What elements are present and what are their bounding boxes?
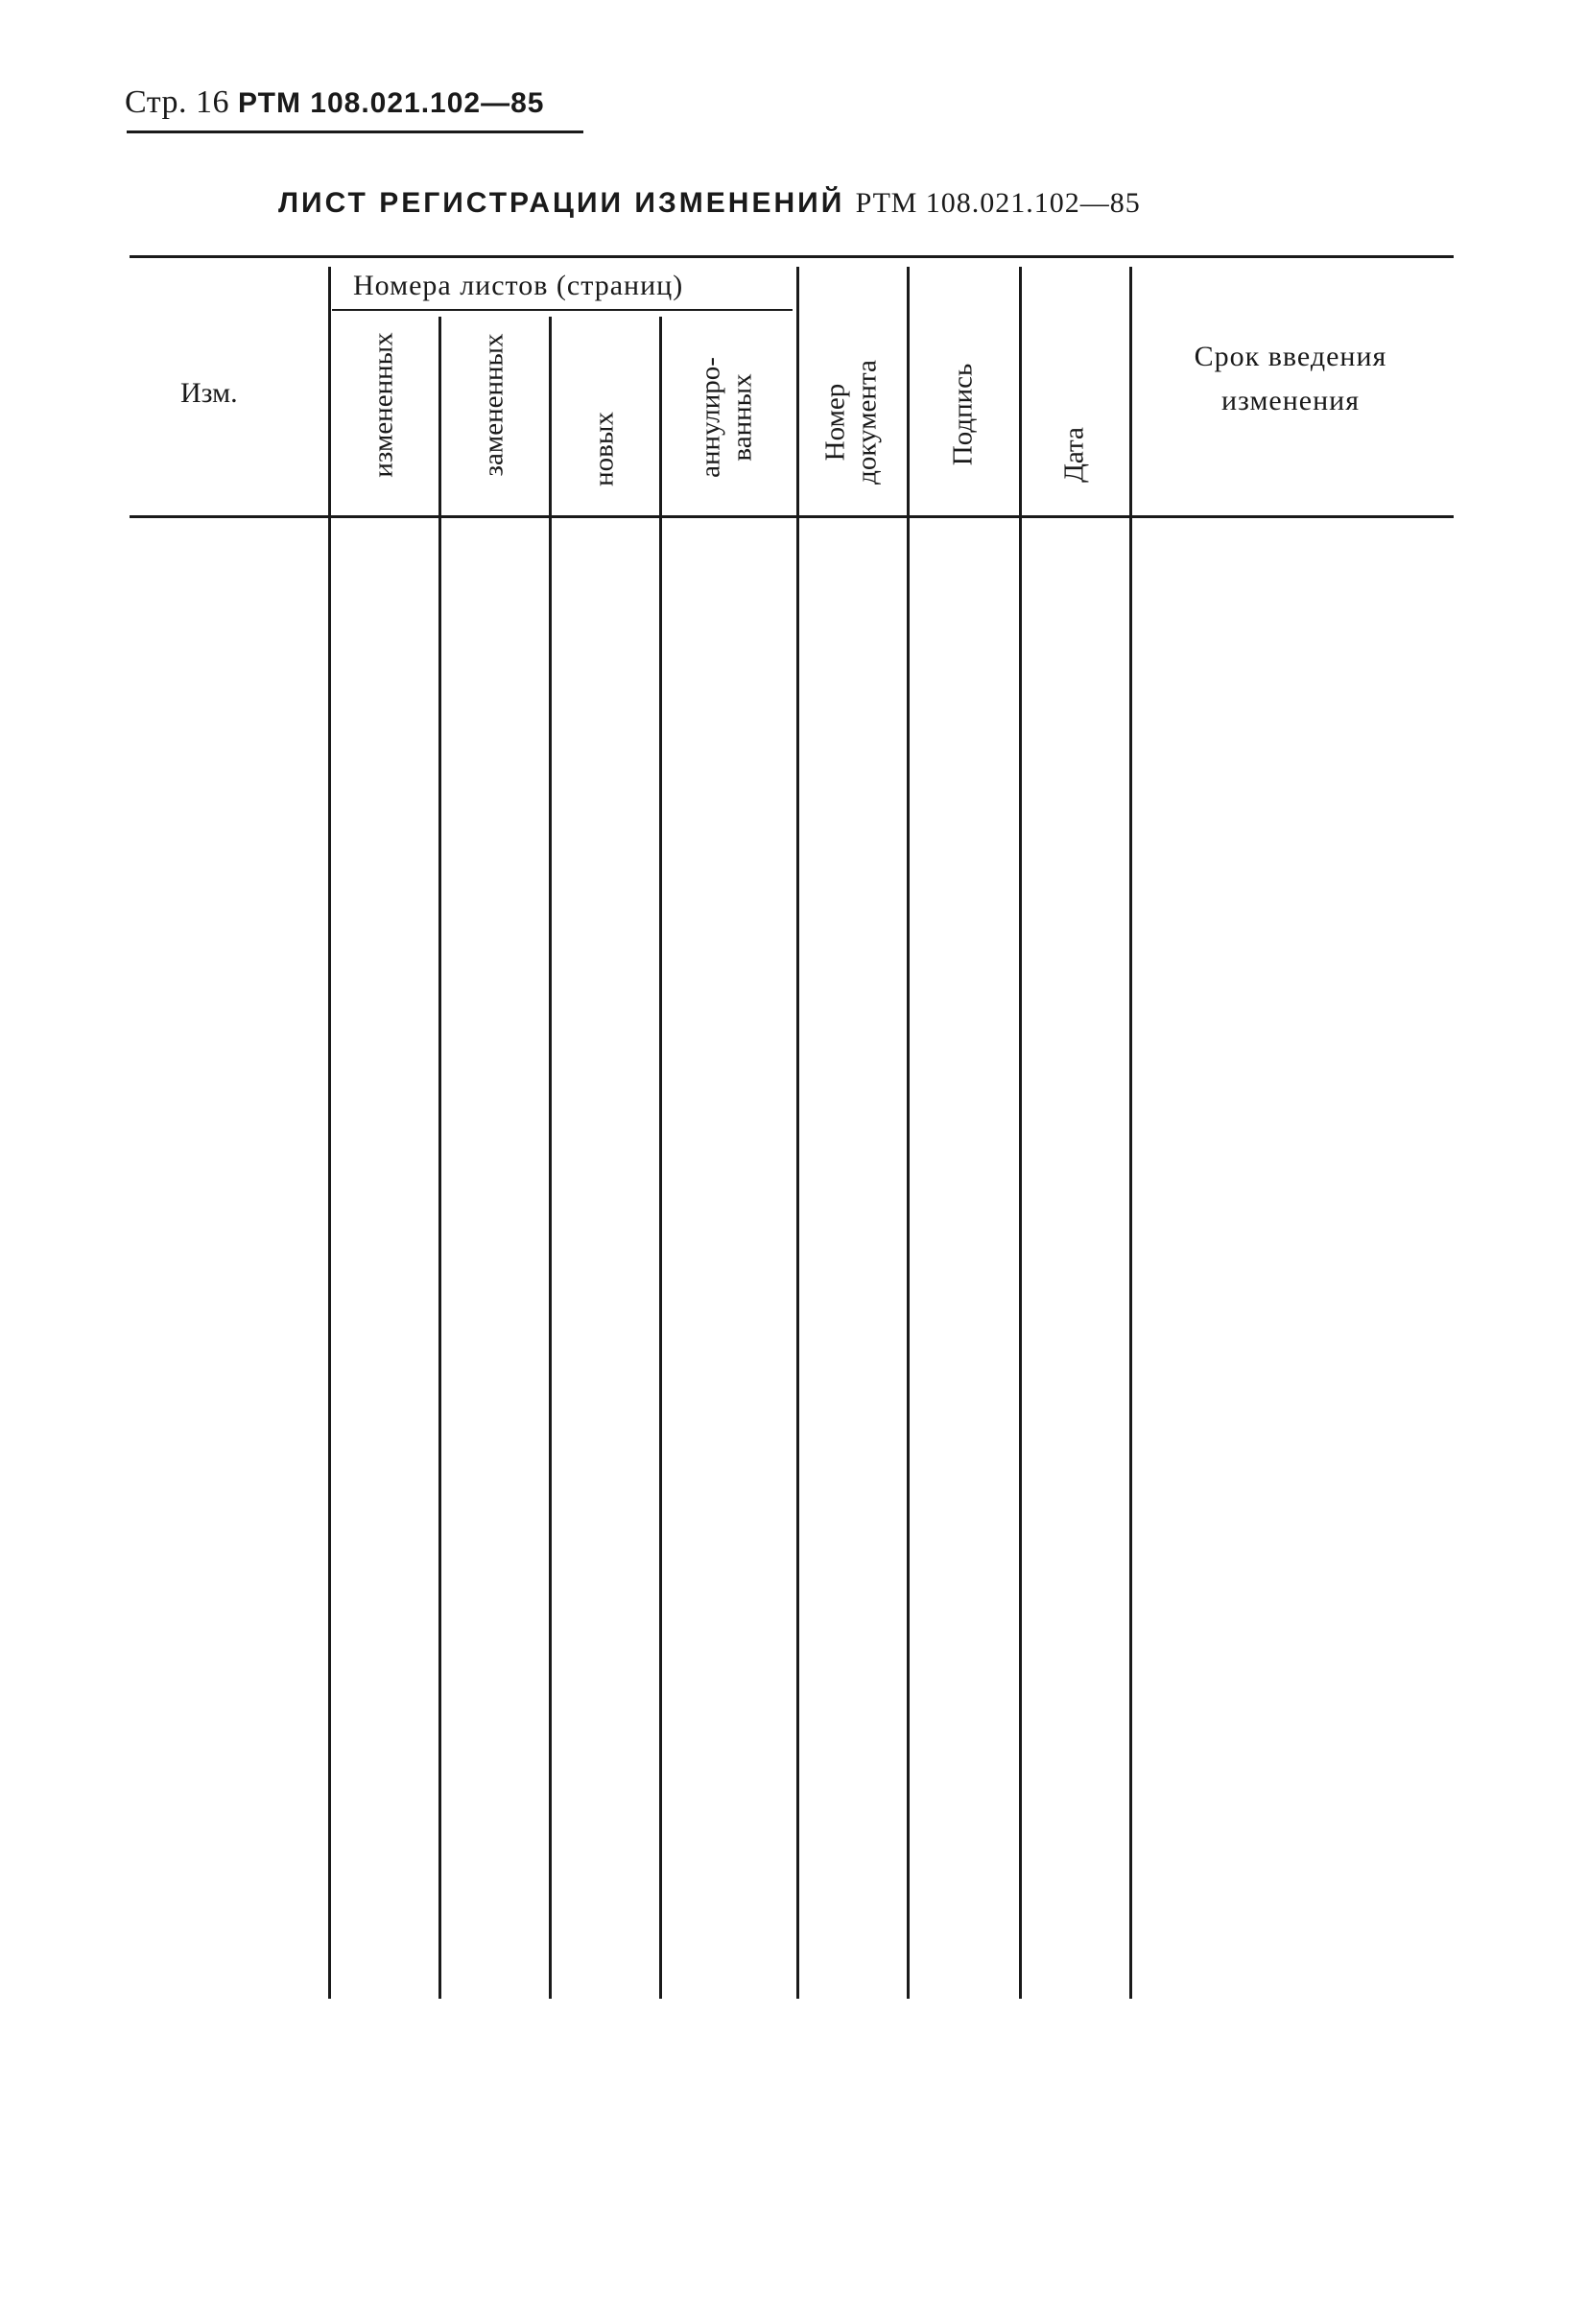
column-divider: [796, 267, 799, 1999]
col-header-zamenennyh-text: замененных: [478, 333, 509, 477]
col-header-annulirovannyh-wrap: [696, 357, 760, 478]
sheet-title-text: ЛИСТ РЕГИСТРАЦИИ ИЗМЕНЕНИЙ: [278, 187, 845, 219]
col-header-srok-line2: изменения: [1220, 385, 1361, 416]
col-header-srok-vvedeniya: [1142, 340, 1439, 418]
col-header-izm: Изм.: [180, 377, 238, 409]
col-header-annulirovannyh-line1: аннулиро-: [695, 357, 726, 478]
col-header-nomer-dokumenta-wrap: [820, 360, 885, 485]
col-header-srok-line1: Срок введения: [1194, 341, 1387, 372]
col-header-novyh-text: новых: [588, 412, 620, 486]
sheet-title: [278, 187, 1141, 220]
col-header-nomer-line2: документа: [852, 360, 883, 485]
column-divider: [438, 317, 441, 1999]
col-header-annulirovannyh-line2: ванных: [727, 373, 758, 462]
table-top-rule: [130, 255, 1454, 258]
header-standard: РТМ 108.021.102—85: [238, 87, 545, 119]
column-divider: [1019, 267, 1022, 1999]
col-header-podpis-text: Подпись: [947, 363, 979, 466]
page-label: Стр. 16: [125, 84, 230, 120]
running-header: [125, 84, 544, 121]
group-header-sheet-numbers: Номера листов (страниц): [353, 270, 684, 301]
col-header-nomer-line1: Номер: [819, 383, 851, 462]
column-divider: [659, 317, 662, 1999]
column-divider: [907, 267, 910, 1999]
group-header-rule: [332, 309, 793, 311]
header-underline: [127, 130, 583, 133]
col-header-data-text: Дата: [1058, 427, 1090, 483]
column-divider: [1129, 267, 1132, 1999]
column-divider: [328, 267, 331, 1999]
sheet-title-standard: РТМ 108.021.102—85: [855, 187, 1141, 219]
col-header-izmenennyh-text: измененных: [367, 332, 399, 478]
column-divider: [549, 317, 552, 1999]
